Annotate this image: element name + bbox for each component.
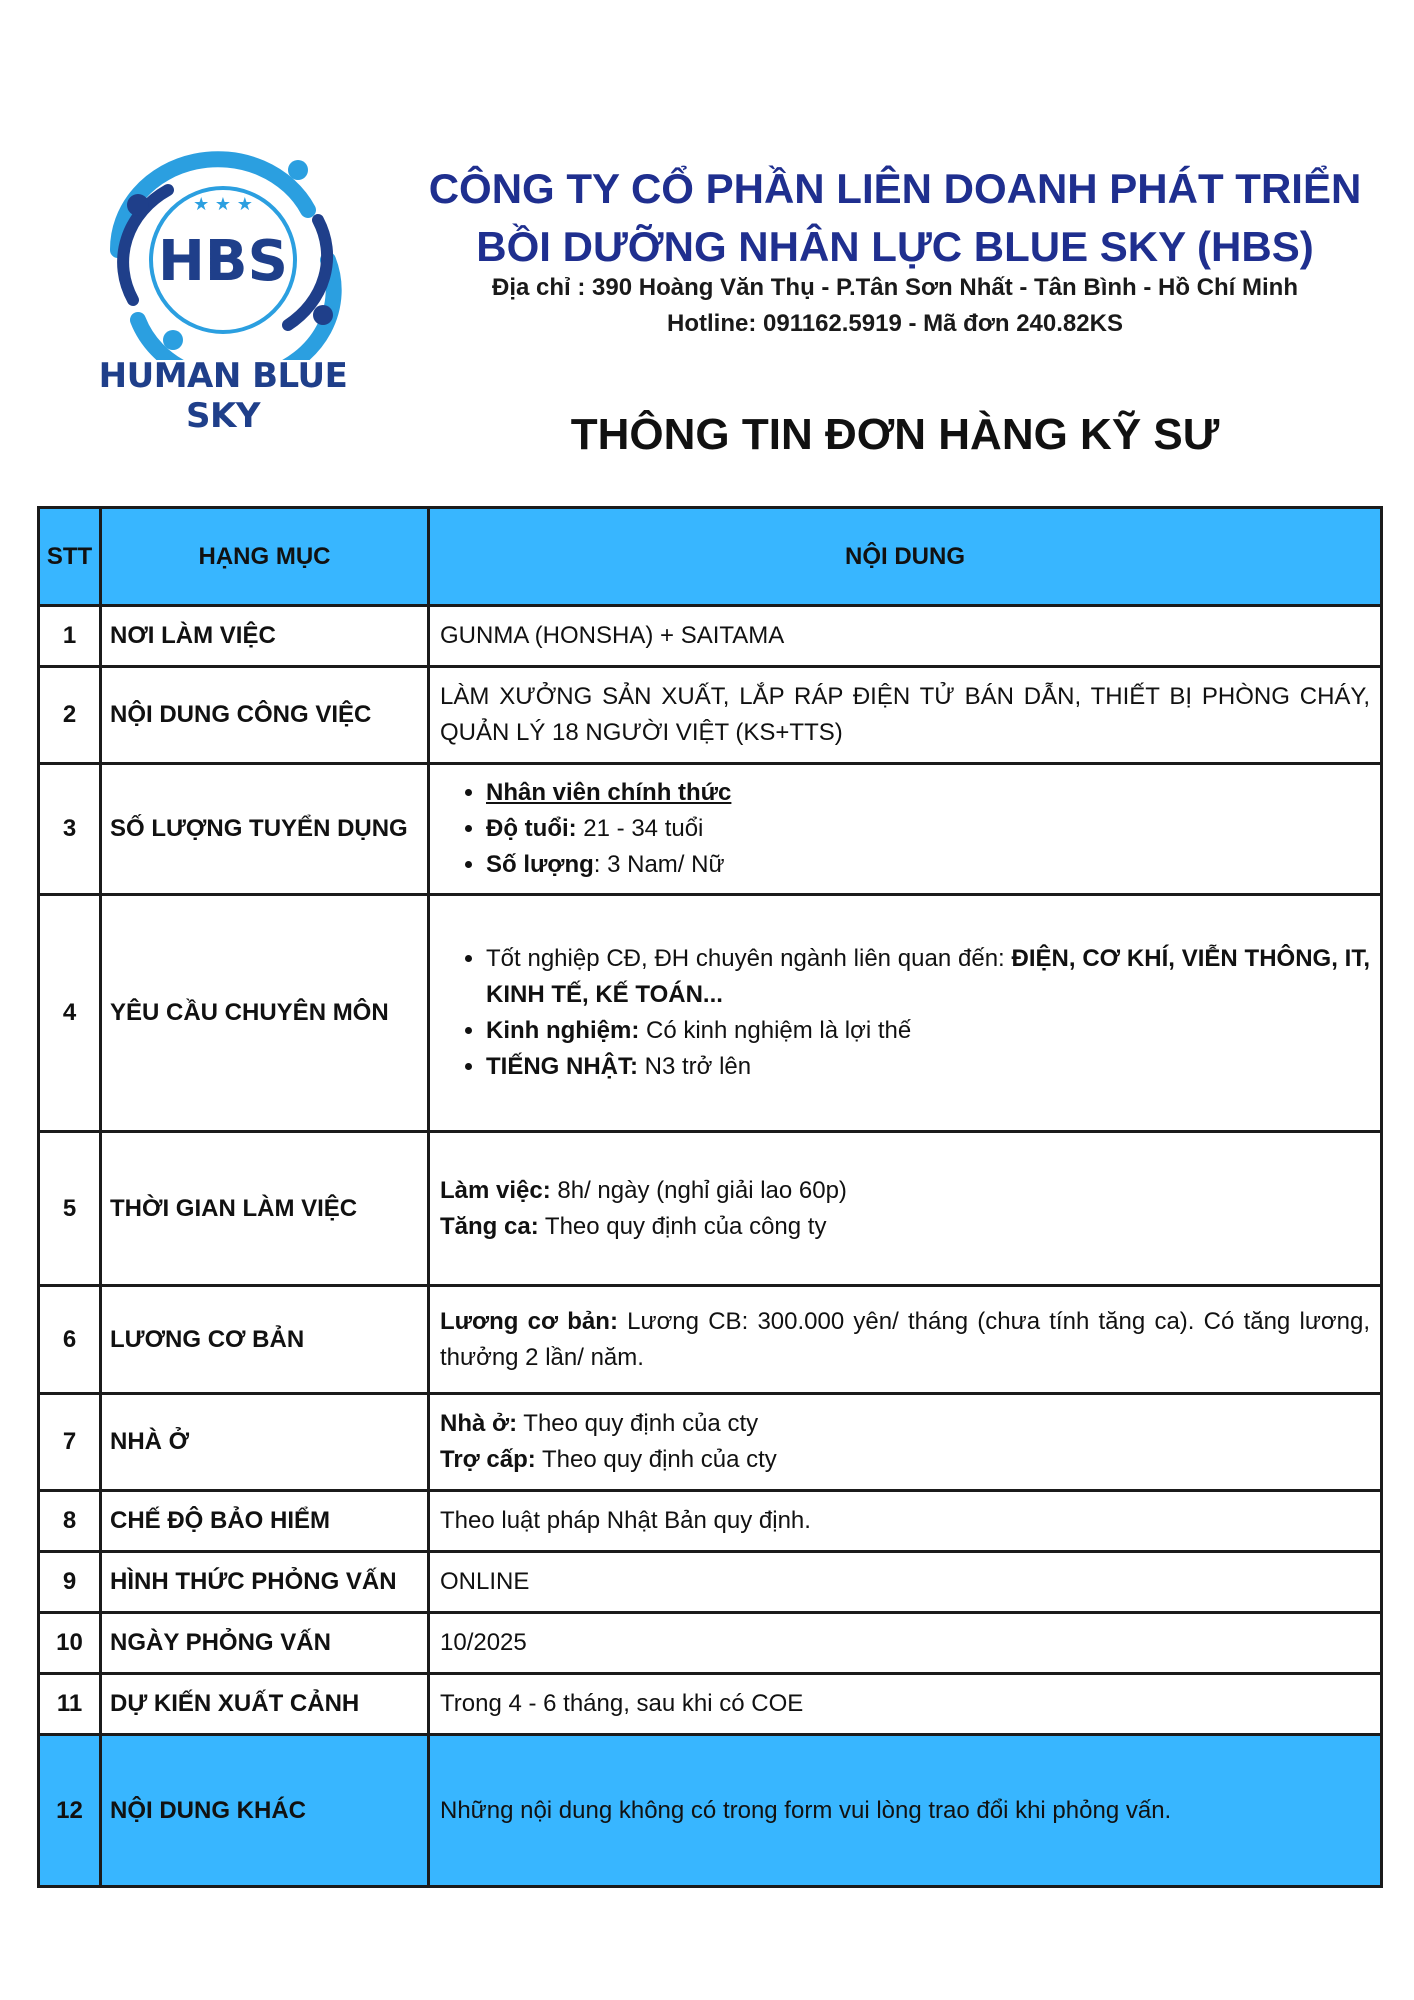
row-number: 9 [39,1552,101,1613]
row-number: 3 [39,764,101,895]
item-label: Tăng ca: [440,1212,539,1240]
svg-text:★ ★ ★: ★ ★ ★ [193,194,253,215]
item-value: Theo quy định của công ty [538,1212,827,1240]
list-item [486,1013,1370,1049]
hbs-emblem-icon [58,150,388,360]
row-category: NỘI DUNG KHÁC [101,1735,429,1887]
row-category: NƠI LÀM VIỆC [101,606,429,667]
table-row [39,895,1382,1132]
item-value: N3 trở lên [638,1053,752,1080]
item-label: Kinh nghiệm: [486,1017,640,1044]
row-category: NỘI DUNG CÔNG VIỆC [101,667,429,764]
table-row [39,1394,1382,1491]
table-row [39,1491,1382,1552]
table-row [39,1674,1382,1735]
table-row [39,1613,1382,1674]
content-line [440,1209,1370,1245]
list-item [486,941,1370,1013]
row-content [429,895,1382,1132]
content-line [440,1442,1370,1478]
row-category: LƯƠNG CƠ BẢN [101,1286,429,1394]
list-item [486,1049,1370,1085]
row-number: 1 [39,606,101,667]
logo-text: HUMAN BLUE SKY [98,356,348,436]
address-line: Địa chỉ : 390 Hoàng Văn Thụ - P.Tân Sơn Nhất - Tân Bình - Hồ Chí Minh [492,274,1298,301]
job-info-table [37,506,1383,1888]
row-content: GUNMA (HONSHA) + SAITAMA [429,606,1382,667]
company-name [395,160,1395,276]
header-category: HẠNG MỤC [101,508,429,606]
item-value: Theo quy định của cty [517,1410,759,1437]
row-category: NGÀY PHỎNG VẤN [101,1613,429,1674]
row-content: Trong 4 - 6 tháng, sau khi có COE [429,1674,1382,1735]
item-fields: ĐIỆN, CƠ KHÍ, VIỄN THÔNG, IT, KINH TẾ, KẾ TOÁN... [486,945,1370,1008]
item-value: Lương CB: 300.000 yên/ tháng (chưa tính tăng ca). Có tăng lương, thưởng 2 lần/ năm. [440,1307,1370,1371]
header-stt: STT [39,508,101,606]
page-title: THÔNG TIN ĐƠN HÀNG KỸ SƯ [570,410,1220,459]
row-number: 12 [39,1735,101,1887]
content-line [440,1406,1370,1442]
row-content [429,1394,1382,1491]
company-logo [58,150,388,436]
item-label: Lương cơ bản: [440,1307,618,1335]
item-value: : 3 Nam/ Nữ [593,851,725,878]
item-value: 21 - 34 tuổi [576,815,704,842]
table-row [39,1132,1382,1286]
row-category: CHẾ ĐỘ BẢO HIỂM [101,1491,429,1552]
item-label: TIẾNG NHẬT: [486,1053,638,1080]
employment-type: Nhân viên chính thức [486,779,732,806]
row-number: 11 [39,1674,101,1735]
item-label: Độ tuổi: [486,815,577,842]
row-content [429,1286,1382,1394]
table-row [39,764,1382,895]
row-content: Những nội dung không có trong form vui lòng trao đổi khi phỏng vấn. [429,1735,1382,1887]
list-item [486,847,1370,883]
company-line-2: BỒI DƯỠNG NHÂN LỰC BLUE SKY (HBS) [476,223,1314,270]
item-label: Trợ cấp: [440,1446,536,1473]
bullet-list [440,775,1370,883]
row-category: YÊU CẦU CHUYÊN MÔN [101,895,429,1132]
row-number: 6 [39,1286,101,1394]
row-category: HÌNH THỨC PHỎNG VẤN [101,1552,429,1613]
row-content: 10/2025 [429,1613,1382,1674]
table-row [39,606,1382,667]
row-content [429,764,1382,895]
list-item [486,811,1370,847]
row-content [429,1132,1382,1286]
item-value: Theo quy định của cty [535,1446,777,1473]
contact-info [395,270,1395,342]
logo-initials: HBS [158,229,288,294]
item-label: Nhà ở: [440,1410,518,1437]
company-line-1: CÔNG TY CỔ PHẦN LIÊN DOANH PHÁT TRIỂN [428,165,1362,212]
table-header-row [39,508,1382,606]
table-row [39,1286,1382,1394]
item-label: Làm việc: [440,1176,551,1204]
item-value: Có kinh nghiệm là lợi thế [639,1017,912,1044]
row-category: THỜI GIAN LÀM VIỆC [101,1132,429,1286]
table-row [39,667,1382,764]
bullet-list [440,941,1370,1085]
row-content: LÀM XƯỞNG SẢN XUẤT, LẮP RÁP ĐIỆN TỬ BÁN DẪN, THIẾT BỊ PHÒNG CHÁY, QUẢN LÝ 18 NGƯỜI VIỆT (KS+TTS) [429,667,1382,764]
row-number: 10 [39,1613,101,1674]
item-value: 8h/ ngày (nghỉ giải lao 60p) [550,1176,847,1204]
row-category: DỰ KIẾN XUẤT CẢNH [101,1674,429,1735]
row-number: 2 [39,667,101,764]
row-number: 5 [39,1132,101,1286]
row-number: 7 [39,1394,101,1491]
table-row-highlighted [39,1735,1382,1887]
table-row [39,1552,1382,1613]
hotline-line: Hotline: 091162.5919 - Mã đơn 240.82KS [667,310,1123,337]
row-number: 8 [39,1491,101,1552]
content-line [440,1173,1370,1209]
list-item [486,775,1370,811]
row-category: NHÀ Ở [101,1394,429,1491]
row-category: SỐ LƯỢNG TUYỂN DỤNG [101,764,429,895]
header-content: NỘI DUNG [429,508,1382,606]
row-number: 4 [39,895,101,1132]
item-text: Tốt nghiệp CĐ, ĐH chuyên ngành liên quan đến: [486,945,1012,972]
item-label: Số lượng [486,851,594,878]
row-content: ONLINE [429,1552,1382,1613]
row-content: Theo luật pháp Nhật Bản quy định. [429,1491,1382,1552]
